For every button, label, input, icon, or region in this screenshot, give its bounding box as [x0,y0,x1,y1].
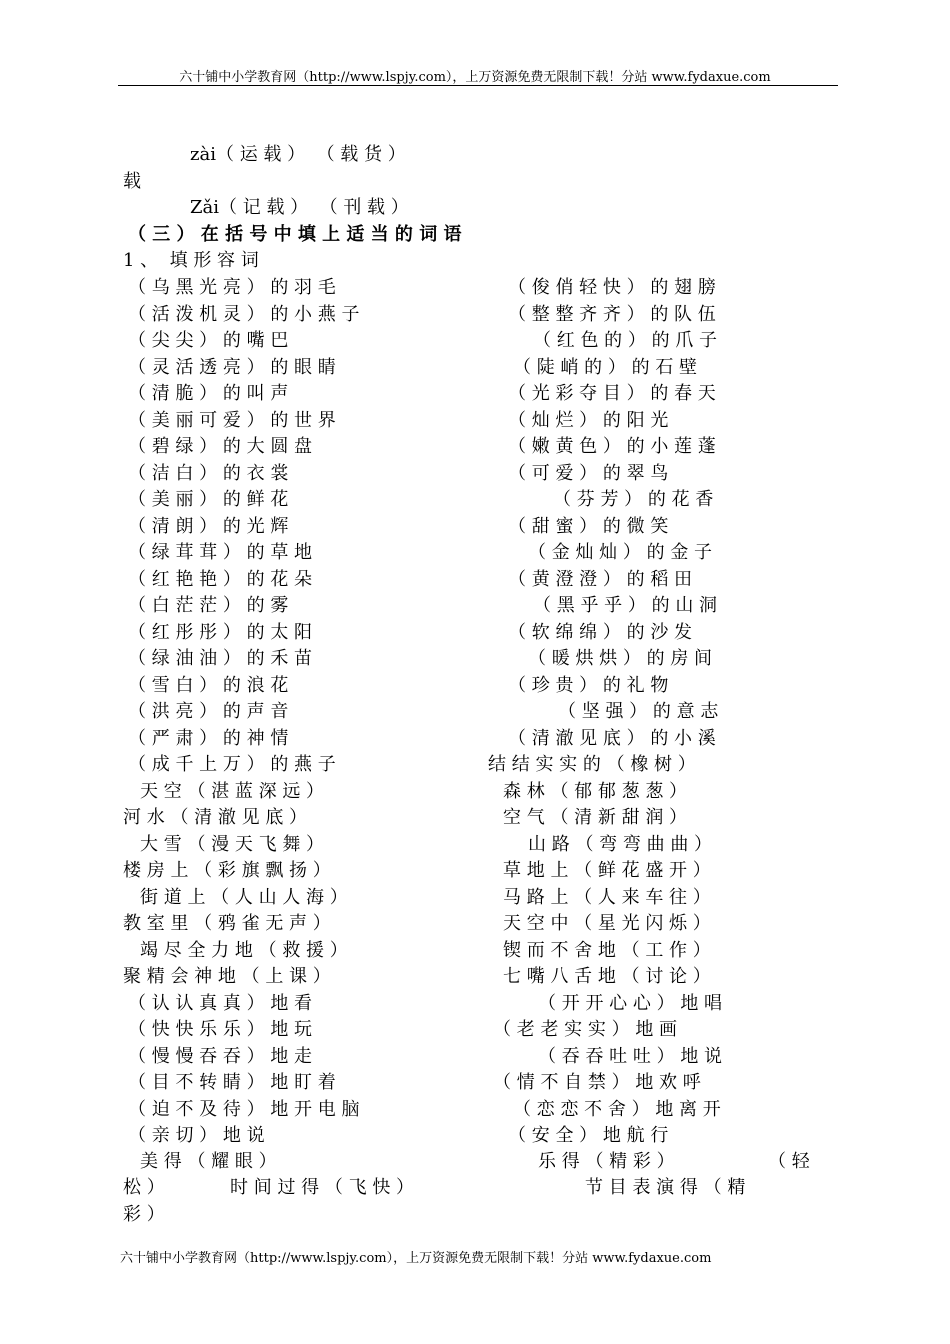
pair-left: （ 活 泼 机 灵 ） 的 小 燕 子 [128,304,360,325]
header-rule [118,85,838,86]
pair-left: （ 慢 慢 吞 吞 ） 地 走 [128,1046,313,1067]
tail-line2-mid: 时 间 过 得 （ 飞 快 ） [230,1177,415,1198]
pair-right: （ 软 绵 绵 ） 的 沙 发 [508,622,693,643]
pair-right: （ 甜 蜜 ） 的 微 笑 [508,516,669,537]
pair-right: 空 气 （ 清 新 甜 润 ） [503,807,688,828]
tail-line1-right: （ 轻 [768,1151,810,1172]
pair-left: （ 碧 绿 ） 的 大 圆 盘 [128,436,313,457]
pair-right: （ 吞 吞 吐 吐 ） 地 说 [538,1046,723,1067]
pair-left: （ 乌 黑 光 亮 ） 的 羽 毛 [128,277,336,298]
pair-left: （ 清 脆 ） 的 叫 声 [128,383,289,404]
page-header: 六十铺中小学教育网（http://www.lspjy.com），上万资源免费无限制下载！分站 www.fydaxue.com [179,70,771,85]
pair-right: （ 黄 澄 澄 ） 的 稻 田 [508,569,693,590]
pair-right: （ 俊 俏 轻 快 ） 的 翅 膀 [508,277,716,298]
pair-left: 教 室 里 （ 鸦 雀 无 声 ） [123,913,331,934]
pair-left: （ 成 千 上 万 ） 的 燕 子 [128,754,336,775]
pair-left: （ 洁 白 ） 的 衣 裳 [128,463,289,484]
pair-right: （ 金 灿 灿 ） 的 金 子 [528,542,713,563]
pair-right: （ 嫩 黄 色 ） 的 小 莲 蓬 [508,436,716,457]
pair-right: （ 暖 烘 烘 ） 的 房 间 [528,648,713,669]
pair-right: 草 地 上 （ 鲜 花 盛 开 ） [503,860,711,881]
pair-left: （ 白 茫 茫 ） 的 雾 [128,595,289,616]
pair-left: （ 清 朗 ） 的 光 辉 [128,516,289,537]
pair-right: （ 芬 芳 ） 的 花 香 [553,489,714,510]
pair-left: （ 尖 尖 ） 的 嘴 巴 [128,330,289,351]
pair-left: 楼 房 上 （ 彩 旗 飘 扬 ） [123,860,331,881]
pair-left: 聚 精 会 神 地 （ 上 课 ） [123,966,331,987]
pair-right: 七 嘴 八 舌 地 （ 讨 论 ） [503,966,711,987]
pair-right: （ 老 老 实 实 ） 地 画 [493,1019,678,1040]
pair-right: （ 坚 强 ） 的 意 志 [558,701,719,722]
pair-left: 河 水 （ 清 澈 见 底 ） [123,807,308,828]
pair-right: （ 可 爱 ） 的 翠 鸟 [508,463,669,484]
pair-left: （ 美 丽 可 爱 ） 的 世 界 [128,410,336,431]
page-footer: 六十铺中小学教育网（http://www.lspjy.com），上万资源免费无限制下载！分站 www.fydaxue.com [120,1251,712,1266]
pair-left: （ 灵 活 透 亮 ） 的 眼 睛 [128,357,336,378]
pair-left: 街 道 上 （ 人 山 人 海 ） [140,887,348,908]
pair-right: （ 恋 恋 不 舍 ） 地 离 开 [513,1099,721,1120]
pair-right: （ 灿 烂 ） 的 阳 光 [508,410,669,431]
zai-char: 载 [123,171,141,192]
pair-left: 竭 尽 全 力 地 （ 救 援 ） [140,940,348,961]
tail-line3: 彩 ） [123,1204,165,1225]
pair-right: 马 路 上 （ 人 来 车 往 ） [503,887,711,908]
pair-left: （ 绿 茸 茸 ） 的 草 地 [128,542,313,563]
pair-right: （ 整 整 齐 齐 ） 的 队 伍 [508,304,716,325]
pair-right: 山 路 （ 弯 弯 曲 曲 ） [528,834,713,855]
pair-right: （ 黑 乎 乎 ） 的 山 洞 [533,595,718,616]
pair-left: （ 亲 切 ） 地 说 [128,1125,265,1146]
pair-left: 天 空 （ 湛 蓝 深 远 ） [140,781,325,802]
pair-right: 天 空 中 （ 星 光 闪 烁 ） [503,913,711,934]
zai-line-1: zài（ 运 载 ） （ 载 货 ） [190,144,406,165]
pair-left: （ 洪 亮 ） 的 声 音 [128,701,289,722]
section-title: （ 三 ） 在 括 号 中 填 上 适 当 的 词 语 [128,224,462,245]
pair-left: （ 红 艳 艳 ） 的 花 朵 [128,569,313,590]
pair-left: （ 红 彤 彤 ） 的 太 阳 [128,622,313,643]
pair-right: 锲 而 不 舍 地 （ 工 作 ） [503,940,711,961]
pair-left: （ 绿 油 油 ） 的 禾 苗 [128,648,313,669]
pair-right: （ 安 全 ） 地 航 行 [508,1125,669,1146]
pair-left: （ 认 认 真 真 ） 地 看 [128,993,313,1014]
pair-right: （ 光 彩 夺 目 ） 的 春 天 [508,383,716,404]
pair-left: （ 雪 白 ） 的 浪 花 [128,675,289,696]
pair-right: （ 珍 贵 ） 的 礼 物 [508,675,669,696]
tail-line2-right: 节 目 表 演 得 （ 精 [585,1177,746,1198]
tail-line1-left: 美 得 （ 耀 眼 ） [140,1151,277,1172]
pair-left: 大 雪 （ 漫 天 飞 舞 ） [140,834,325,855]
zai-line-2: Zǎi（ 记 载 ） （ 刊 载 ） [190,197,409,218]
subsection-title: 1 、 填 形 容 词 [123,250,259,271]
tail-line2-left: 松 ） [123,1177,165,1198]
pair-right: （ 开 开 心 心 ） 地 唱 [538,993,723,1014]
pair-right: 森 林 （ 郁 郁 葱 葱 ） [503,781,688,802]
pair-right: （ 陡 峭 的 ） 的 石 壁 [513,357,698,378]
pair-right: （ 清 澈 见 底 ） 的 小 溪 [508,728,716,749]
pair-left: （ 美 丽 ） 的 鲜 花 [128,489,289,510]
pair-left: （ 目 不 转 睛 ） 地 盯 着 [128,1072,336,1093]
pair-right: 结 结 实 实 的 （ 橡 树 ） [488,754,696,775]
tail-line1-mid: 乐 得 （ 精 彩 ） [538,1151,675,1172]
pair-right: （ 情 不 自 禁 ） 地 欢 呼 [493,1072,701,1093]
pair-left: （ 快 快 乐 乐 ） 地 玩 [128,1019,313,1040]
pair-left: （ 严 肃 ） 的 神 情 [128,728,289,749]
pair-left: （ 迫 不 及 待 ） 地 开 电 脑 [128,1099,360,1120]
pair-right: （ 红 色 的 ） 的 爪 子 [533,330,718,351]
